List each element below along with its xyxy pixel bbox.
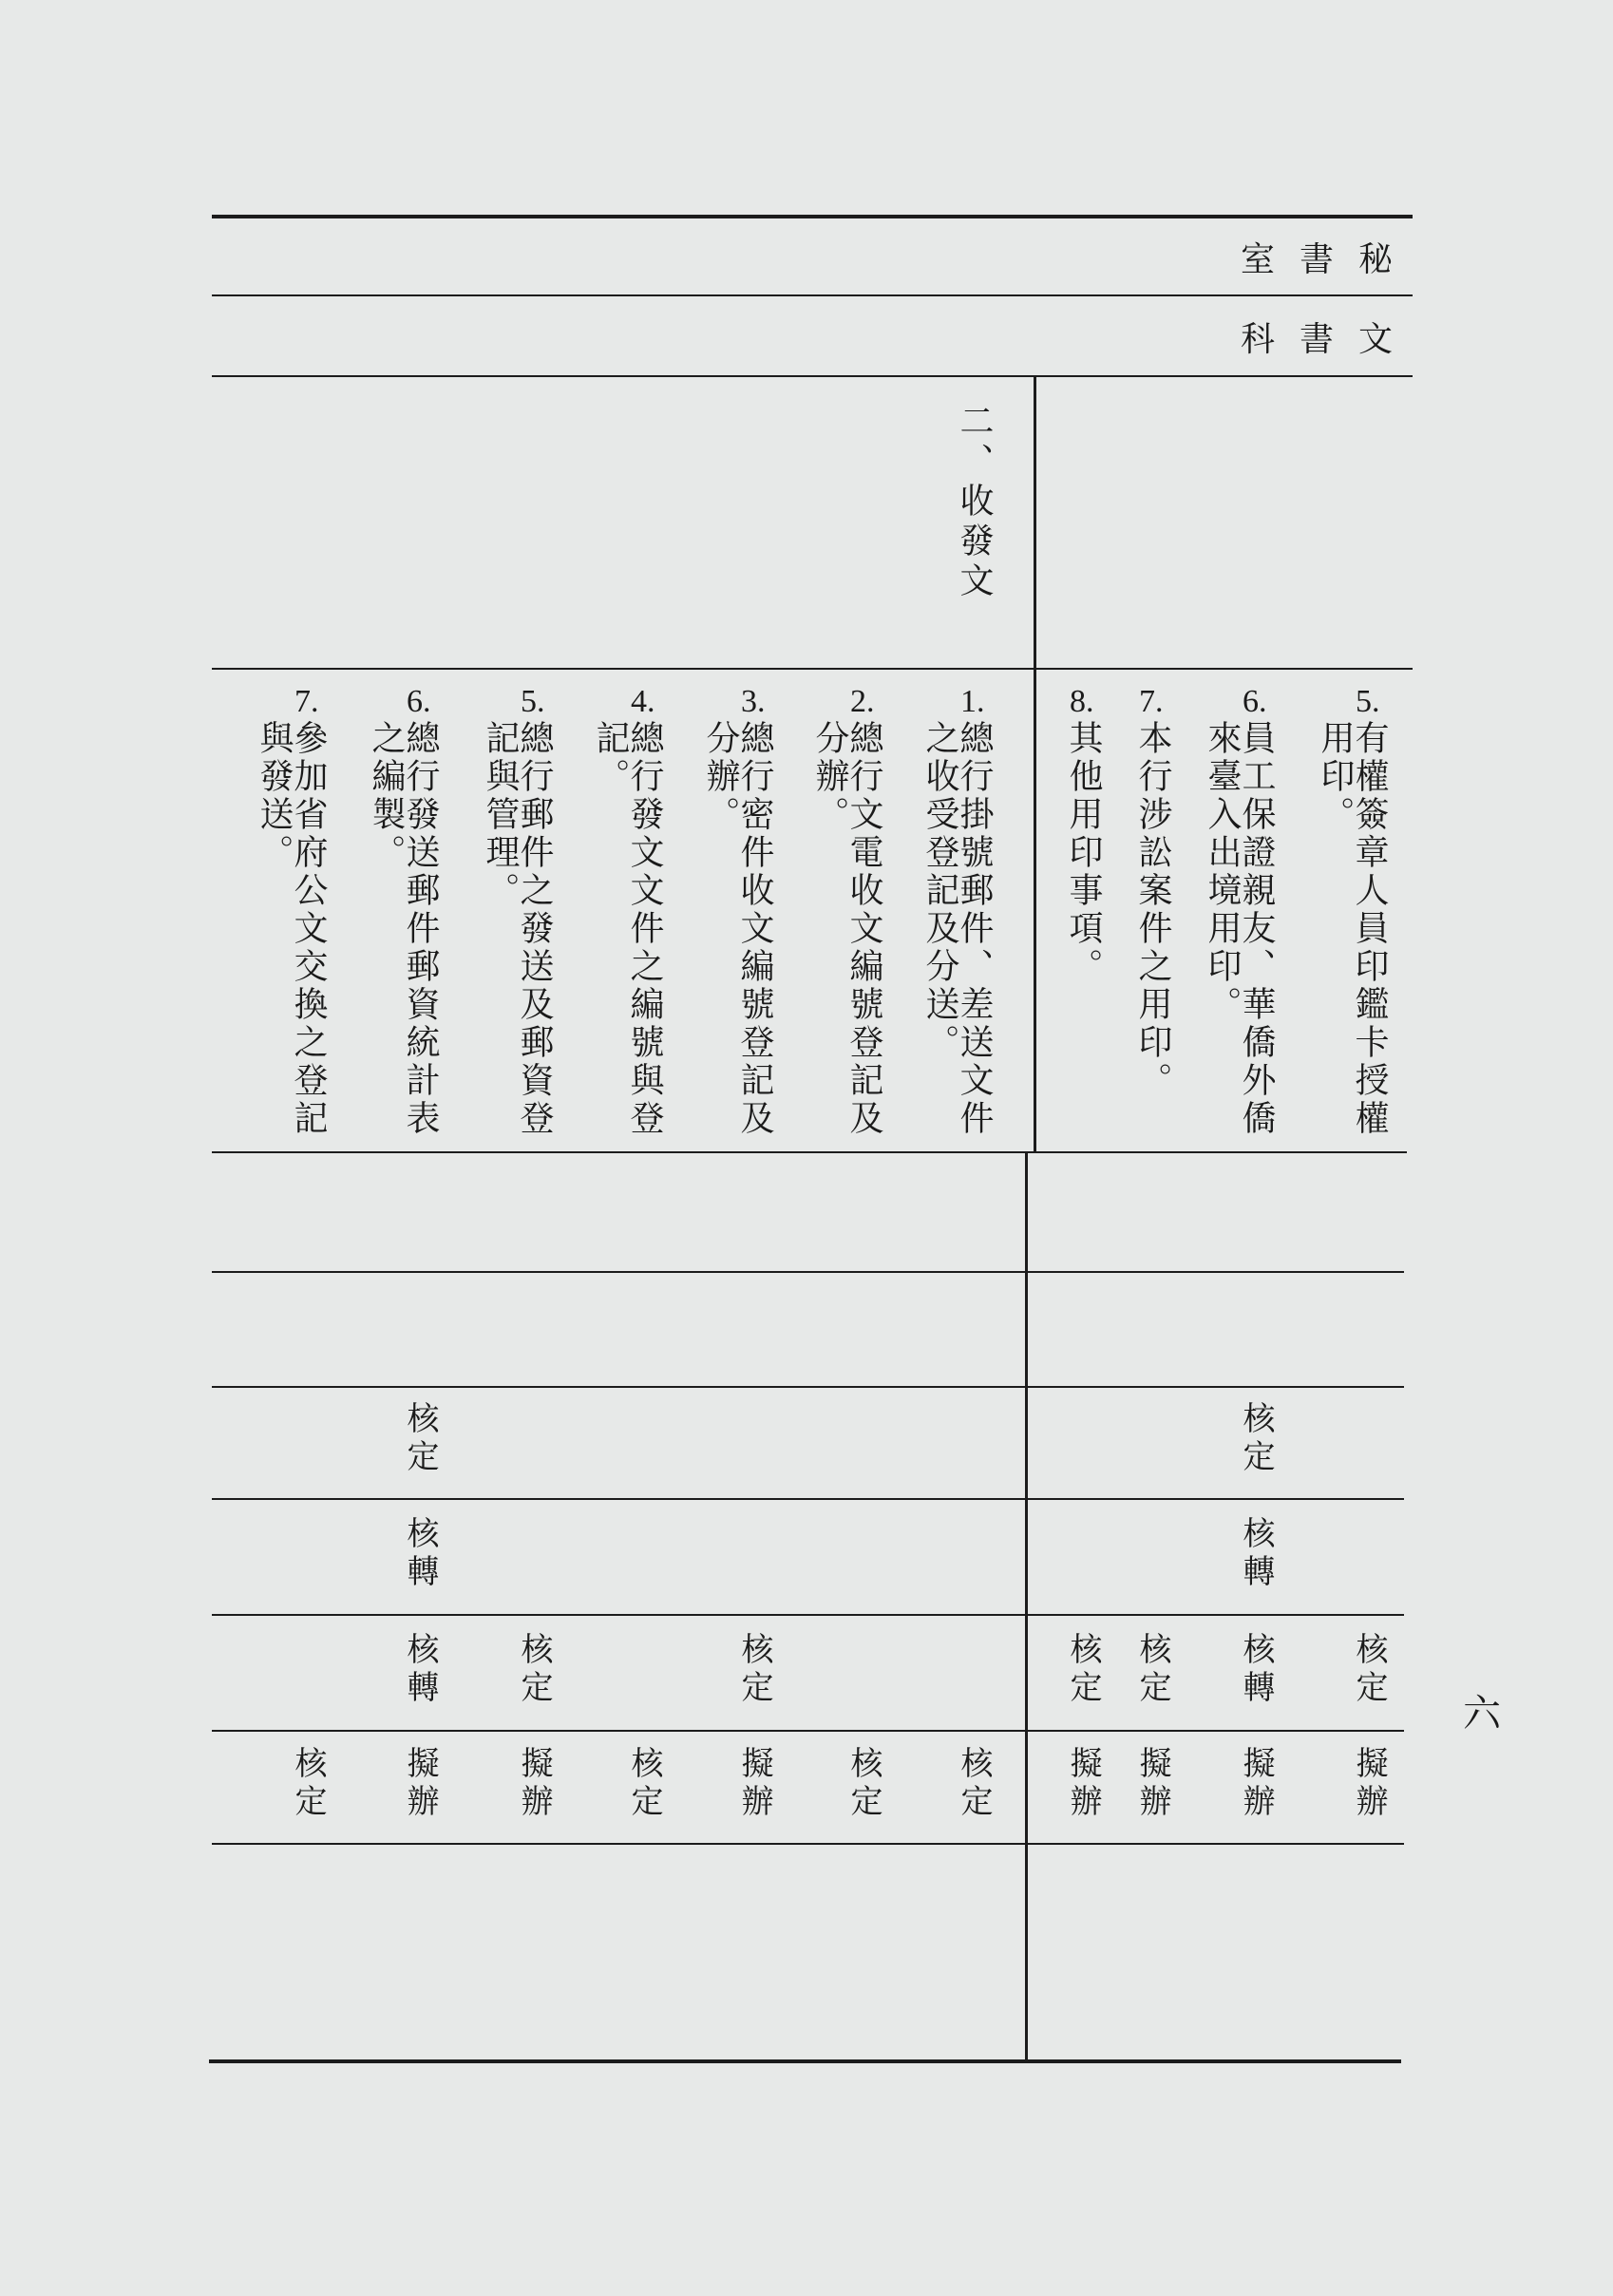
left-item-text: 與發送。 <box>255 720 294 872</box>
left-approval-mark: 核定 <box>625 1746 663 1822</box>
left-approval-mark: 核定 <box>289 1746 327 1822</box>
right-item-text: 用印。 <box>1316 720 1355 834</box>
right-approval-mark: 核轉 <box>1237 1516 1275 1592</box>
left-approval-mark: 擬辦 <box>401 1746 439 1822</box>
left-item-text: 分辦。 <box>701 720 740 834</box>
section-heading: 二、收發文 <box>955 403 994 602</box>
rule-office <box>212 294 1413 296</box>
left-approval-mark: 核轉 <box>401 1516 439 1592</box>
left-approval-mark: 核轉 <box>401 1632 439 1708</box>
right-approval-mark: 核定 <box>1350 1632 1388 1708</box>
left-item-text: 記。 <box>591 720 630 796</box>
left-item-text: 總行發文文件之編號與登 <box>625 720 664 1138</box>
left-item-text: 之編製。 <box>367 720 406 872</box>
left-item-text: 分辦。 <box>810 720 849 834</box>
office-title: 秘書室 <box>1240 240 1417 279</box>
page-number: 六 <box>1463 1692 1501 1736</box>
right-item-number: 7. <box>1139 684 1164 719</box>
right-item-number: 5. <box>1356 684 1380 719</box>
left-approval-mark: 核定 <box>844 1746 882 1822</box>
left-approval-mark: 核定 <box>401 1401 439 1477</box>
left-approval-mark: 核定 <box>515 1632 553 1708</box>
column-divider-bottom <box>1025 1152 1028 2061</box>
rule-section <box>212 375 1413 377</box>
left-item-text: 總行發送郵件郵資統計表 <box>401 720 440 1138</box>
rule-band-5 <box>212 1730 1404 1732</box>
right-item-text: 本行涉訟案件之用印。 <box>1133 720 1172 1100</box>
left-item-number: 3. <box>741 684 766 719</box>
rule-band-6 <box>212 1843 1404 1845</box>
left-item-number: 6. <box>407 684 431 719</box>
right-approval-mark: 擬辦 <box>1237 1746 1275 1822</box>
rule-band-3 <box>212 1498 1404 1500</box>
left-item-number: 4. <box>631 684 655 719</box>
rule-band-2 <box>212 1386 1404 1388</box>
right-item-text: 來臺入出境用印。 <box>1203 720 1242 1024</box>
right-item-text: 其他用印事項。 <box>1064 720 1103 986</box>
left-item-text: 總行密件收文編號登記及 <box>735 720 774 1138</box>
left-item-number: 1. <box>960 684 985 719</box>
right-approval-mark: 擬辦 <box>1133 1746 1171 1822</box>
right-item-text: 員工保證親友、華僑外僑 <box>1237 720 1276 1138</box>
left-item-text: 總行掛號郵件、差送文件 <box>955 720 994 1138</box>
right-approval-mark: 核轉 <box>1237 1632 1275 1708</box>
right-approval-mark: 擬辦 <box>1064 1746 1102 1822</box>
right-approval-mark: 核定 <box>1237 1401 1275 1477</box>
rule-items-end <box>212 1151 1407 1153</box>
right-item-number: 6. <box>1243 684 1267 719</box>
left-approval-mark: 核定 <box>735 1632 773 1708</box>
rule-band-4 <box>212 1614 1404 1616</box>
right-approval-mark: 核定 <box>1133 1632 1171 1708</box>
left-item-text: 之收受登記及分送。 <box>920 720 959 1062</box>
left-item-text: 記與管理。 <box>481 720 520 910</box>
right-approval-mark: 核定 <box>1064 1632 1102 1708</box>
left-item-text: 總行郵件之發送及郵資登 <box>515 720 554 1138</box>
left-item-number: 7. <box>294 684 319 719</box>
column-divider-top <box>1034 376 1036 1153</box>
section-title: 文書科 <box>1240 320 1417 359</box>
left-item-text: 參加省府公文交換之登記 <box>289 720 328 1138</box>
right-item-text: 有權簽章人員印鑑卡授權 <box>1350 720 1389 1138</box>
left-approval-mark: 擬辦 <box>515 1746 553 1822</box>
left-item-number: 5. <box>521 684 545 719</box>
rule-heading <box>212 668 1413 670</box>
bottom-rule <box>209 2059 1401 2063</box>
left-item-number: 2. <box>850 684 875 719</box>
left-approval-mark: 擬辦 <box>735 1746 773 1822</box>
rule-band-1 <box>212 1271 1404 1273</box>
right-item-number: 8. <box>1070 684 1094 719</box>
right-approval-mark: 擬辦 <box>1350 1746 1388 1822</box>
left-approval-mark: 核定 <box>955 1746 993 1822</box>
top-rule <box>212 215 1413 218</box>
left-item-text: 總行文電收文編號登記及 <box>844 720 883 1138</box>
